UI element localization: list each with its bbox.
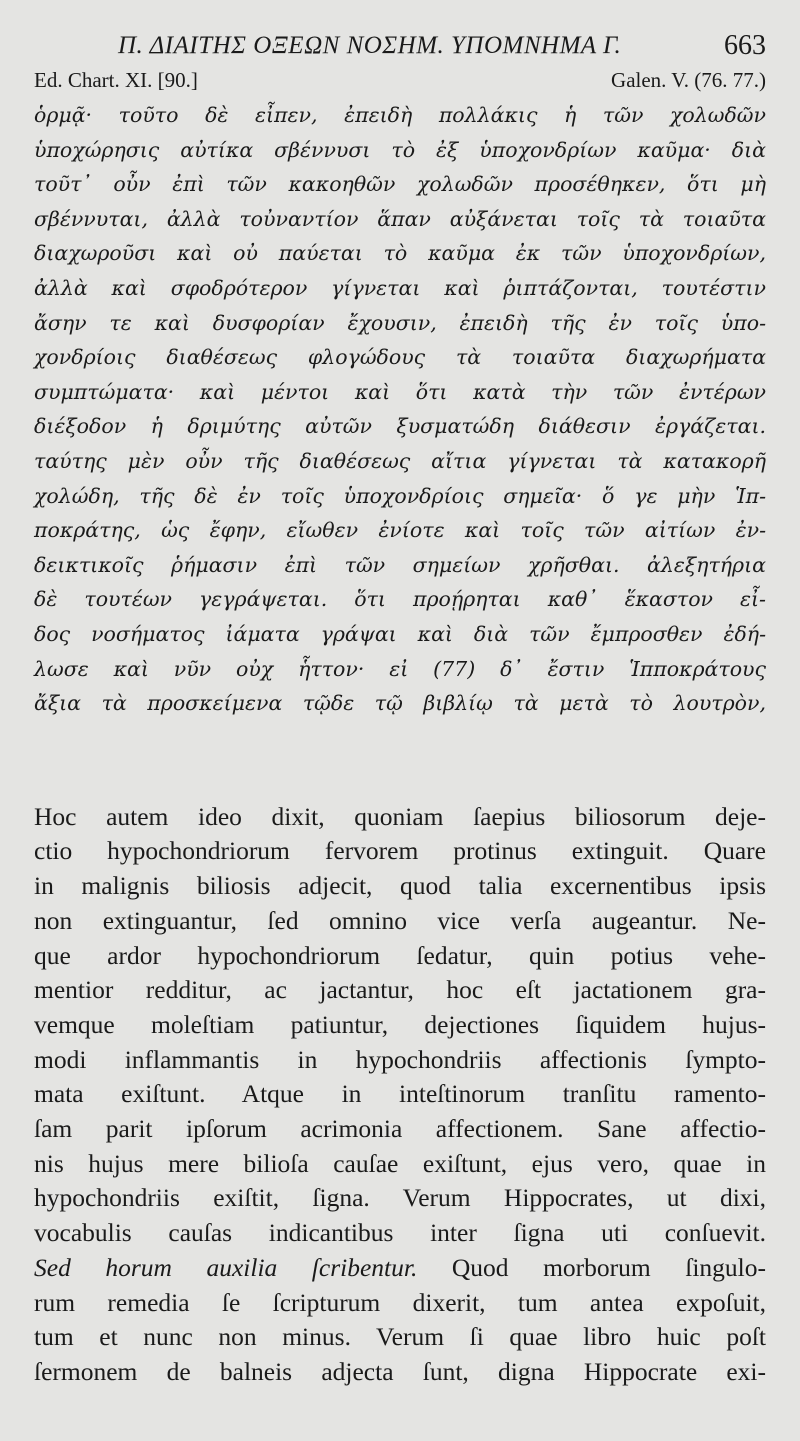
edition-galen-ref: Galen. V. (76. 77.) [611, 68, 766, 92]
running-title: Π. ΔΙΑΙΤΗΣ ΟΞΕΩΝ ΝΟΣΗΜ. ΥΠΟΜΝΗΜΑ Γ. [118, 32, 622, 59]
latin-line-rest: Quod morborum ſingulo- [451, 1252, 766, 1282]
latin-line: ctio hypochondriorum fervorem protinus extinguit. Quare [34, 836, 766, 866]
latin-line: que ardor hypochondriorum ſedatur, quin potius vehe- [34, 940, 766, 970]
latin-italic-quote: Sed horum auxilia ſcribentur. [34, 1252, 418, 1282]
greek-line: δὲ τουτέων γεγράψεται. ὅτι προῄρηται καθ᾽ ἕκαστον εἶ- [34, 587, 766, 612]
latin-line: vemque moleſtiam patiuntur, dejectiones ſiquidem hujus- [34, 1009, 766, 1039]
edition-reference [34, 68, 766, 94]
latin-line: in malignis biliosis adjecit, quod talia excernentibus ipsis [34, 871, 766, 901]
greek-line: ὑποχώρησις αὐτίκα σβέννυσι τὸ ἐξ ὑποχονδρίων καῦμα· διὰ [34, 137, 766, 162]
latin-line: nis hujus mere bilioſa cauſae exiſtunt, ejus vero, quae in [34, 1148, 766, 1178]
page-number: 663 [724, 30, 766, 61]
greek-text-block [34, 98, 766, 721]
greek-line: διέξοδον ἡ δριμύτης αὐτῶν ξυσματώδη διάθεσιν ἐργάζεται. [34, 414, 766, 439]
latin-line: modi inflammantis in hypochondriis affectionis ſympto- [34, 1044, 766, 1074]
edition-chartier-ref: Ed. Chart. XI. [90.] [34, 68, 198, 92]
latin-line-mixed [34, 1251, 766, 1286]
latin-line: rum remedia ſe ſcripturum dixerit, tum antea expoſuit, [34, 1287, 766, 1317]
greek-line: δεικτικοῖς ῥήμασιν ἐπὶ τῶν σημείων χρῆσθαι. ἀλεξητήρια [34, 552, 766, 577]
latin-line: hypochondriis exiſtit, ſigna. Verum Hippocrates, ut dixi, [34, 1183, 766, 1213]
latin-line: ſam parit ipſorum acrimonia affectionem. Sane affectio- [34, 1114, 766, 1144]
latin-text-block [34, 800, 766, 1390]
latin-line: ſermonem de balneis adjecta ſunt, digna Hippocrate exi- [34, 1356, 766, 1386]
latin-line: tum et nunc non minus. Verum ſi quae libro huic poſt [34, 1322, 766, 1352]
greek-line: τοῦτ᾽ οὖν ἐπὶ τῶν κακοηθῶν χολωδῶν προσέθηκεν, ὅτι μὴ [34, 172, 766, 197]
latin-line: mentior redditur, ac jactantur, hoc eſt jactationem gra- [34, 975, 766, 1005]
greek-line: δος νοσήματος ἰάματα γράψαι καὶ διὰ τῶν ἔμπροσθεν ἐδή- [34, 621, 766, 646]
greek-line: ἀλλὰ καὶ σφοδρότερον γίγνεται καὶ ῥιπτάζονται, τουτέστιν [34, 275, 766, 300]
latin-line: mata exiſtunt. Atque in inteſtinorum tranſitu ramento- [34, 1079, 766, 1109]
greek-line: χονδρίοις διαθέσεως φλογώδους τὰ τοιαῦτα διαχωρήματα [34, 345, 766, 370]
greek-line: ὁρμᾷ· τοῦτο δὲ εἶπεν, ἐπειδὴ πολλάκις ἡ τῶν χολωδῶν [34, 103, 766, 127]
greek-line: χολώδη, τῆς δὲ ἐν τοῖς ὑποχονδρίοις σημεῖα· ὅ γε μὴν Ἱπ- [34, 483, 766, 508]
greek-line: ποκράτης, ὡς ἔφην, εἴωθεν ἐνίοτε καὶ τοῖς τῶν αἰτίων ἐν- [34, 518, 766, 543]
latin-line: non extinguantur, ſed omnino vice verſa augeantur. Ne- [34, 905, 766, 935]
greek-line: συμπτώματα· καὶ μέντοι καὶ ὅτι κατὰ τὴν τῶν ἐντέρων [34, 379, 766, 404]
latin-line: vocabulis cauſas indicantibus inter ſigna uti conſuevit. [34, 1218, 766, 1248]
latin-line: Hoc autem ideo dixit, quoniam ſaepius biliosorum deje- [34, 801, 766, 831]
greek-line: ταύτης μὲν οὖν τῆς διαθέσεως αἴτια γίγνεται τὰ κατακορῆ [34, 448, 766, 473]
greek-line: λωσε καὶ νῦν οὐχ ἧττον· εἰ (77) δ᾽ ἔστιν Ἱπποκράτους [34, 656, 766, 681]
greek-line: ἄσην τε καὶ δυσφορίαν ἔχουσιν, ἐπειδὴ τῆς ἐν τοῖς ὑπο- [34, 310, 766, 335]
running-head [34, 28, 766, 68]
greek-line: διαχωροῦσι καὶ οὐ παύεται τὸ καῦμα ἐκ τῶν ὑποχονδρίων, [34, 241, 766, 266]
greek-line: σβέννυται, ἀλλὰ τοὐναντίον ἅπαν αὐξάνεται τοῖς τὰ τοιαῦτα [34, 206, 766, 231]
greek-line: ἄξια τὰ προσκείμενα τῷδε τῷ βιβλίῳ τὰ μετὰ τὸ λουτρὸν, [34, 691, 766, 716]
